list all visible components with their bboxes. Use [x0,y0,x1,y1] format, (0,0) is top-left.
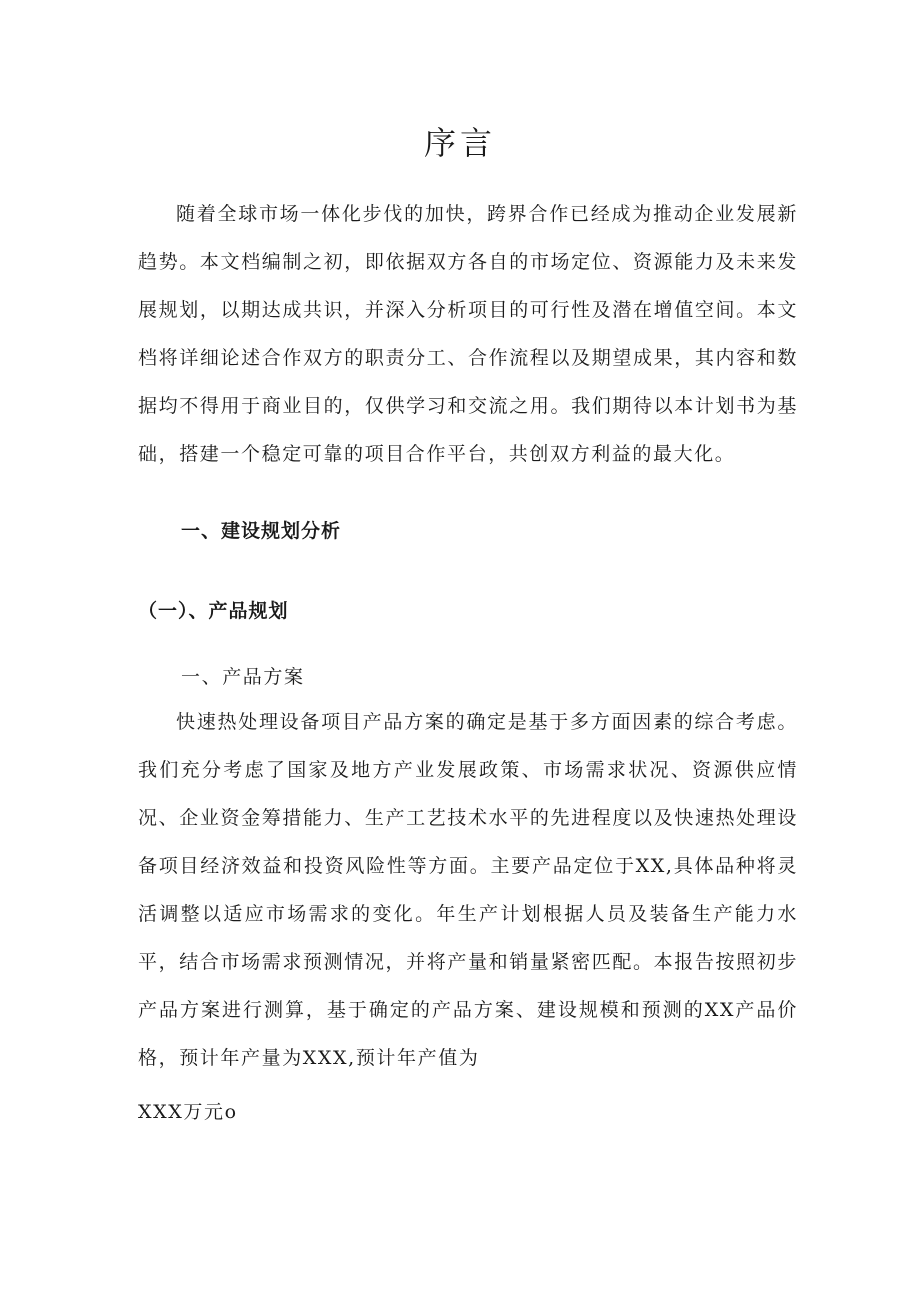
subsection-heading: （一）、产品规划 [138,600,289,622]
sub-subsection-heading: 一、产品方案 [181,666,305,688]
section-heading: 一、建设规划分析 [181,520,342,542]
preface-paragraph: 随着全球市场一体化步伐的加快，跨界合作已经成为推动企业发展新趋势。本文档编制之初，即依据双方各自的市场定位、资源能力及未来发展规划，以期达成共识，并深入分析项目的可行性及潜在增值空间。本文档将详细论述合作双方的职责分工、合作流程以及期望成果，其内容和数据均不得用于商业目的，仅供学习和交流之用。我们期待以本计划书为基础，搭建一个稳定可靠的项目合作平台，共创双方利益的最大化。 [138,203,798,465]
page-title: 序言 [423,124,496,162]
tail-text: XXX万元o [138,1101,238,1123]
body-paragraph: 快速热处理设备项目产品方案的确定是基于多方面因素的综合考虑。我们充分考虑了国家及地方产业发展政策、市场需求状况、资源供应情况、企业资金筹措能力、生产工艺技术水平的先进程度以及快速热处理设备项目经济效益和投资风险性等方面。主要产品定位于XX,具体品种将灵活调整以适应市场需求的变化。年生产计划根据人员及装备生产能力水平，结合市场需求预测情况，并将产量和销量紧密匹配。本报告按照初步产品方案进行测算，基于确定的产品方案、建设规模和预测的XX产品价格，预计年产量为XXX,预计年产值为 [138,711,798,1069]
